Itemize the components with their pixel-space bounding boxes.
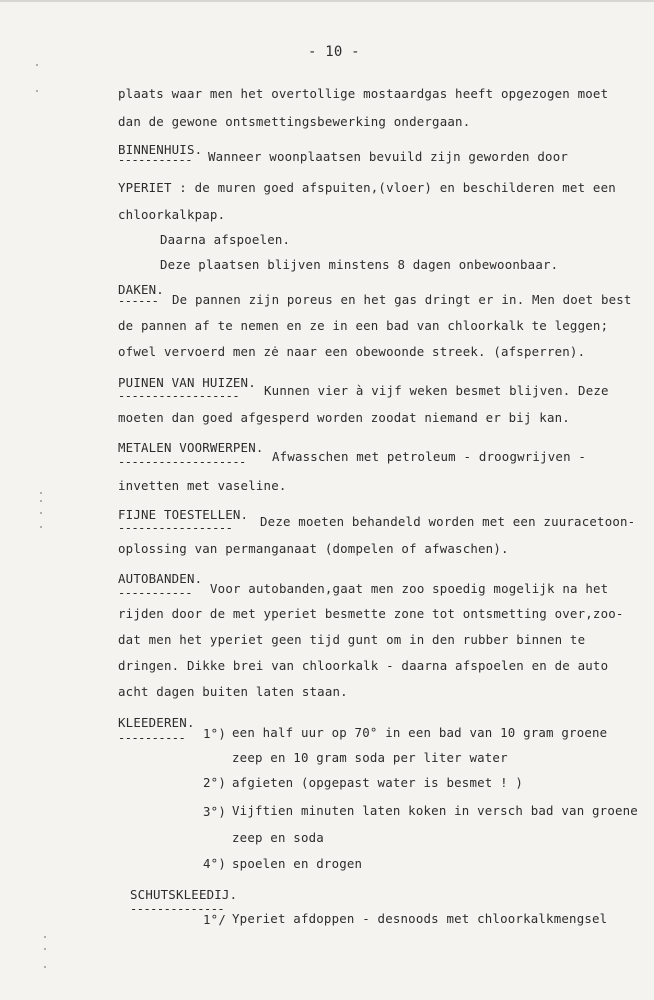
scan-speck	[40, 492, 42, 494]
underline-metalen: -------------------	[118, 455, 246, 469]
kleederen-item-4-line-1: spoelen en drogen	[232, 856, 363, 871]
kleederen-item-3-line-1: Vijftien minuten laten koken in versch bad van groene	[232, 803, 638, 818]
kleederen-item-3-line-2: zeep en soda	[232, 830, 324, 845]
daken-line-2: de pannen af te nemen en ze in een bad van chloorkalk te leggen;	[118, 318, 609, 333]
schutskleedij-item-1-number: 1°/	[203, 912, 226, 927]
scan-speck	[44, 948, 46, 950]
puinen-line-2: moeten dan goed afgesperd worden zoodat niemand er bij kan.	[118, 410, 570, 425]
scan-speck	[36, 64, 38, 66]
kleederen-item-4-number: 4°)	[203, 856, 226, 871]
page-number: - 10 -	[308, 44, 360, 60]
daken-line-3: ofwel vervoerd men zė naar een obewoonde streek. (afsperren).	[118, 344, 586, 359]
binnenhuis-line-3: chloorkalkpap.	[118, 207, 226, 222]
kleederen-item-1-line-1: een half uur op 70° in een bad van 10 gram groene	[232, 725, 608, 740]
puinen-line-1: Kunnen vier à vijf weken besmet blijven. Deze	[264, 383, 609, 398]
kleederen-item-2-number: 2°)	[203, 775, 226, 790]
heading-schutskleedij: SCHUTSKLEEDIJ.	[130, 887, 238, 902]
scan-speck	[40, 526, 42, 528]
scan-edge	[0, 0, 654, 2]
underline-fijne-toestellen: -----------------	[118, 521, 233, 535]
fijne-line-1: Deze moeten behandeld worden met een zuuracetoon-	[260, 514, 636, 529]
underline-puinen: ------------------	[118, 389, 240, 403]
underline-schutskleedij: --------------	[130, 902, 225, 916]
intro-line-1: plaats waar men het overtollige mostaardgas heeft opgezogen moet	[118, 86, 609, 101]
scan-speck	[44, 936, 46, 938]
kleederen-item-1-line-2: zeep en 10 gram soda per liter water	[232, 750, 508, 765]
autobanden-line-3: dat men het yperiet geen tijd gunt om in den rubber binnen te	[118, 632, 586, 647]
scan-speck	[36, 90, 38, 92]
autobanden-line-1: Voor autobanden,gaat men zoo spoedig mogelijk na het	[210, 581, 609, 596]
scan-speck	[44, 966, 46, 968]
autobanden-line-5: acht dagen buiten laten staan.	[118, 684, 348, 699]
underline-autobanden: -----------	[118, 586, 192, 600]
underline-binnenhuis: -----------	[118, 153, 192, 167]
metalen-line-2: invetten met vaseline.	[118, 478, 287, 493]
heading-kleederen: KLEEDEREN.	[118, 715, 195, 730]
binnenhuis-line-2: YPERIET : de muren goed afspuiten,(vloer) en beschilderen met een	[118, 180, 616, 195]
heading-fijne-toestellen: FIJNE TOESTELLEN.	[118, 507, 249, 522]
heading-binnenhuis: BINNENHUIS.	[118, 142, 203, 157]
underline-kleederen: ----------	[118, 731, 186, 745]
heading-autobanden: AUTOBANDEN.	[118, 571, 203, 586]
kleederen-item-2-line-1: afgieten (opgepast water is besmet ! )	[232, 775, 524, 790]
schutskleedij-item-1-line-1: Yperiet afdoppen - desnoods met chloorkalkmengsel	[232, 911, 608, 926]
daken-line-1: De pannen zijn poreus en het gas dringt er in. Men doet best	[172, 292, 632, 307]
autobanden-line-2: rijden door de met yperiet besmette zone tot ontsmetting over,zoo-	[118, 606, 624, 621]
autobanden-line-4: dringen. Dikke brei van chloorkalk - daarna afspoelen en de auto	[118, 658, 609, 673]
intro-line-2: dan de gewone ontsmettingsbewerking ondergaan.	[118, 114, 471, 129]
binnenhuis-line-5: Deze plaatsen blijven minstens 8 dagen onbewoonbaar.	[160, 257, 559, 272]
heading-puinen: PUINEN VAN HUIZEN.	[118, 375, 256, 390]
underline-daken: ------	[118, 294, 159, 308]
scan-speck	[40, 500, 42, 502]
binnenhuis-line-4: Daarna afspoelen.	[160, 232, 291, 247]
scan-speck	[40, 512, 42, 514]
kleederen-item-3-number: 3°)	[203, 804, 226, 819]
kleederen-item-1-number: 1°)	[203, 726, 226, 741]
metalen-line-1: Afwasschen met petroleum - droogwrijven -	[272, 449, 587, 464]
fijne-line-2: oplossing van permanganaat (dompelen of afwaschen).	[118, 541, 509, 556]
heading-daken: DAKEN.	[118, 282, 164, 297]
heading-metalen: METALEN VOORWERPEN.	[118, 440, 264, 455]
binnenhuis-line-1: Wanneer woonplaatsen bevuild zijn geworden door	[208, 149, 569, 164]
